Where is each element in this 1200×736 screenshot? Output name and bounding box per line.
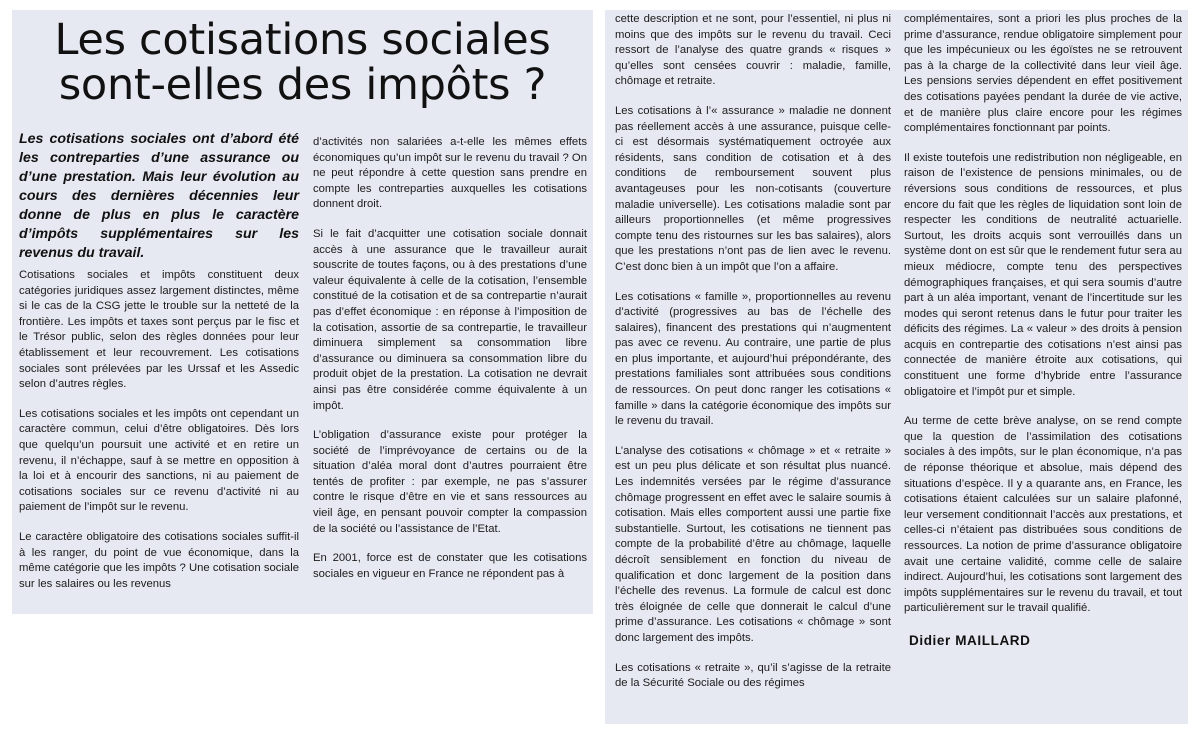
paragraph-1: Cotisations sociales et impôts constituent deux catégories juridiques assez largement distinctes, même si le cas de la CSG jette le trouble sur la netteté de la frontière. Les impôts et taxes sont perçus par le fisc et le Trésor public, selon des règles données pour leur établissement et leur recouvrement. Les cotisations sociales sont prélevées par les Urssaf et les Assedic selon d’autres règles. [19,269,299,391]
paragraph-14: Il existe toutefois une redistribution non négligeable, en raison de l’existence de pensions minimales, ou de réversions sous conditions de ressources, et plus encore du fait que les règles de liquidation sont loin de respecter les conditions de neutralité actuarielle. Surtout, les droits acquis sont verrouillés dans un système dont on est sûr que le rendement futur sera au mieux médiocre, compte tenu des perspectives démographiques françaises, et qui sera soumis d’autre part à un aléa important, venant de l’incertitude sur les modes qui seront retenus dans le futur pour traiter les déficits des régimes. La « valeur » des droits à pension acquis en contrepartie des cotisations n’est ainsi pas connectée de manière étroite aux cotisations, qui constituent une forme d’hybride entre l’assurance obligatoire et l’impôt pur et simple. [904,151,1182,398]
lead-paragraph: Les cotisations sociales ont d’abord été les contreparties d’une assurance ou d’une prestation. Mais leur évolution au cours des dernières décennies leur donne de plus en plus le caractère d’impôts supplémentaires sur les revenus du travail. [19,131,299,261]
left-page-column-2 [313,130,587,582]
author-signature: Didier MAILLARD [909,632,1031,648]
paragraph-7: En 2001, force est de constater que les cotisations sociales en vigueur en France ne répondent pas à [313,552,587,580]
paragraph-4: d’activités non salariées a-t-elle les mêmes effets économiques qu’un impôt sur le revenu du travail ? On ne peut répondre à cette question sans prendre en compte les contreparties auxquelles les cotisations donnent droit. [313,136,587,211]
paragraph-6: L’obligation d’assurance existe pour protéger la société de l’imprévoyance de certains ou de la situation d’aléa moral dont d’autres pourraient être tentés de profiter : par exemple, ne pas s’assurer contre le risque d’être en vie et sans ressources au vieil âge, en pensant pouvoir compter la compassion de la société ou l’assistance de l’Etat. [313,429,587,535]
right-page-column-1 [615,12,891,692]
title-line-2: sont-elles des impôts ? [58,60,547,110]
right-page-column-2 [904,12,1182,648]
paragraph-5: Si le fait d’acquitter une cotisation sociale donnait accès à une assurance que le travailleur aurait souscrite de toutes façons, ou à des prestations d’une valeur équivalente à celle de la cotisation, l’ensemble constitué de la cotisation et de sa contrepartie n’aurait pas d’effet économique : en réponse à l’imposition de la cotisation, assortie de sa contrepartie, le travailleur diminuera simplement sa consommation libre d’assurance ou diminuera sa consommation libre du produit objet de la prestation. La cotisation ne devrait ainsi pas être considérée comme équivalente à un impôt. [313,227,587,412]
left-page-column-1 [19,130,299,592]
paragraph-3: Le caractère obligatoire des cotisations sociales suffit-il à les ranger, du point de vue économique, dans la même catégorie que les impôts ? Une cotisation sociale sur les salaires ou les revenus [19,530,299,590]
article-title [12,15,593,110]
title-line-1: Les cotisations sociales [54,15,551,65]
paragraph-13: complémentaires, sont a priori les plus proches de la prime d’assurance, rendue obligatoire simplement pour que les impécunieux ou les égoïstes ne se retrouvent pas à la charge de la collectivité dans leur vieil âge. Les pensions servies dépendent en effet positivement des cotisations payées pendant la durée de vie active, et de manière plus claire encore pour les régimes complémentaires fonctionnant par points. [904,13,1182,135]
right-page [605,10,1188,724]
left-page [12,10,593,614]
paragraph-10: Les cotisations « famille », proportionnelles au revenu d’activité (progressives au bas de l’échelle des salaires), financent des prestations qui n’augmentent pas avec ce revenu. Au contraire, une partie de plus en plus importante, et aujourd’hui prépondérante, des prestations familiales sont attribuées sous conditions de ressources. On peut donc ranger les cotisations « famille » dans la catégorie économique des impôts sur le revenu du travail. [615,290,891,428]
paragraph-8: cette description et ne sont, pour l’essentiel, ni plus ni moins que des impôts sur le revenu du travail. Ceci ressort de l’analyse des quatre grands « risques » qu’elles sont censées couvrir : maladie, famille, chômage et retraite. [615,13,891,88]
paragraph-15: Au terme de cette brève analyse, on se rend compte que la question de l’assimilation des cotisations sociales à des impôts, sur le plan économique, n’a pas de réponse théorique et absolue, mais dépend des situations d’espèce. Il y a quarante ans, en France, les cotisations étaient calculées sur un salaire plafonné, leur versement conditionnait l’accès aux prestations, et celles-ci n’étaient pas distribuées sous conditions de ressources. La notion de prime d’assurance obligatoire avait une certaine validité, comme celle de salaire indirect. Aujourd’hui, les cotisations sont largement des impôts supplémentaires sur le revenu du travail, et tout particulièrement sur le travail qualifié. [904,415,1182,615]
paragraph-11: L’analyse des cotisations « chômage » et « retraite » est un peu plus délicate et son résultat plus nuancé. Les indemnités versées par le régime d’assurance chômage progressent en effet avec le salaire soumis à cotisation. Mais elles comportent aussi une partie fixe substantielle. Surtout, les cotisations ne tiennent pas compte de la probabilité d’être au chômage, laquelle décroît sensiblement en fonction du niveau de qualification et donc largement de la position dans l’échelle des revenus. La formule de calcul est donc très éloignée de celle que donnerait le calcul d’une prime d’assurance. Les cotisations « chômage » sont donc largement des impôts. [615,444,891,644]
paragraph-12: Les cotisations « retraite », qu’il s’agisse de la retraite de la Sécurité Sociale ou des régimes [615,661,891,690]
paragraph-9: Les cotisations à l’« assurance » maladie ne donnent pas réellement accès à une assurance, puisque celle-ci est désormais systématiquement octroyée aux résidents, sans condition de cotisation et à des conditions de remboursement souvent plus avantageuses pour les non-cotisants (couverture maladie universelle). Les cotisations maladie sont par ailleurs proportionnelles (et même progressives compte tenu des ristournes sur les bas salaires), alors que les prestations n’ont pas de lien avec le revenu. C’est donc bien à un impôt que l’on a affaire. [615,104,891,273]
paragraph-2: Les cotisations sociales et les impôts ont cependant un caractère commun, celui d’être obligatoires. Dès lors que quelqu’un poursuit une activité et en retire un revenu, il n’échappe, sauf à se mettre en opposition à la loi et à encourir des sanctions, ni au paiement de cotisations sociales sur ce revenu d’activité ni au paiement de l’impôt sur le revenu. [19,407,299,514]
